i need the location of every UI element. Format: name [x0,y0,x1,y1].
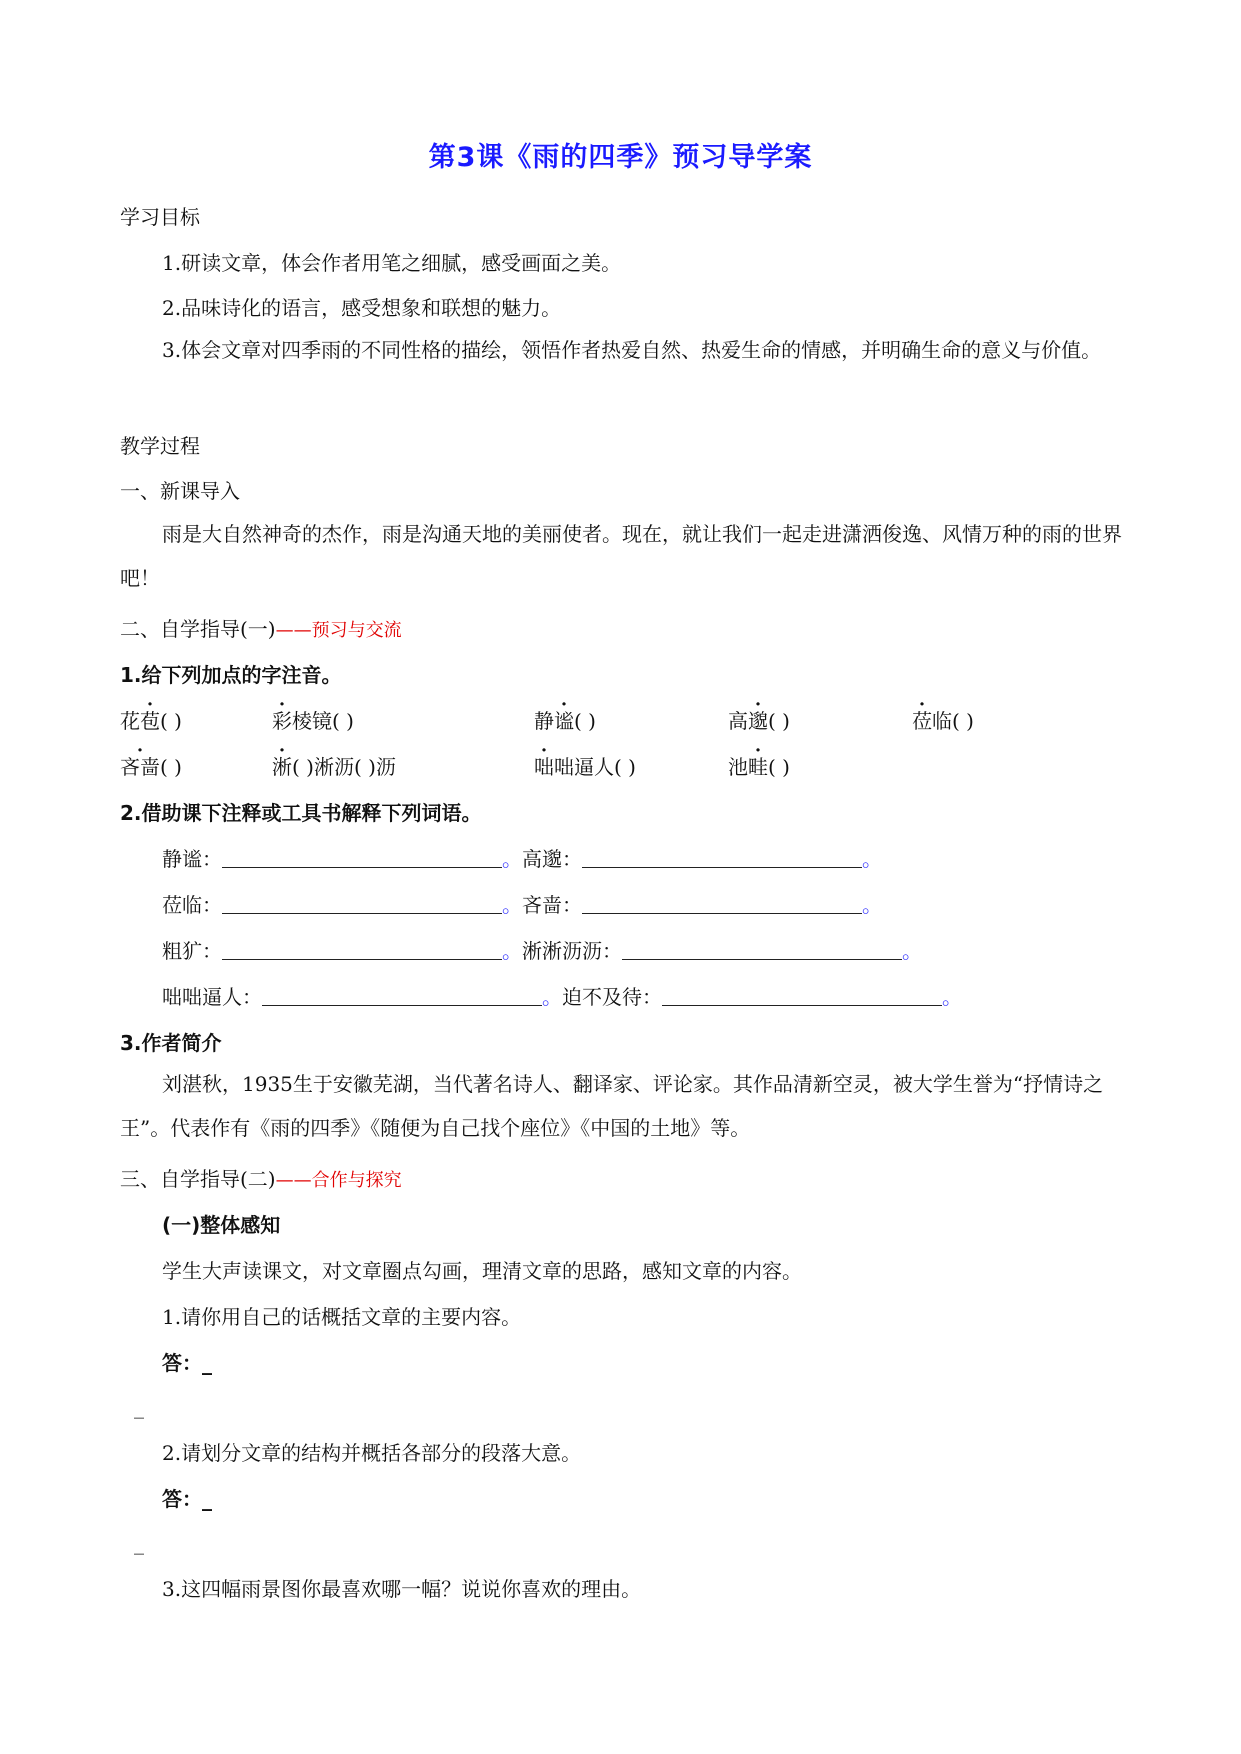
answer-line[interactable]: 答：_ [162,1351,212,1375]
question-3: 3.作者简介 [120,1031,222,1055]
task-3: 3.这四幅雨景图你最喜欢哪一幅？说说你喜欢的理由。 [162,1577,642,1601]
answer-blank[interactable] [222,895,502,914]
part3-subheading: ——合作与探究 [275,1170,402,1191]
task-1: 1.请你用自己的话概括文章的主要内容。 [162,1305,522,1329]
pinyin-item: 高邈( ) [728,709,790,733]
answer-underscore: _ [134,1531,144,1555]
overall-heading: (一)整体感知 [162,1213,281,1237]
answer-blank[interactable] [662,987,942,1006]
objective-2: 2.品味诗化的语言，感受想象和联想的魅力。 [162,296,562,320]
objective-1: 1.研读文章，体会作者用笔之细腻，感受画面之美。 [162,251,622,275]
vocab-row: 咄咄逼人： 。迫不及待： 。 [162,985,962,1009]
part2-subheading: ——预习与交流 [275,620,402,641]
question-2: 2.借助课下注释或工具书解释下列词语。 [120,801,482,825]
answer-blank[interactable] [262,987,542,1006]
part2-heading-text: 二、自学指导(一) [120,617,276,641]
objectives-heading: 学习目标 [120,205,200,229]
pinyin-item: 花苞( ) [120,709,182,733]
answer-blank[interactable] [622,941,902,960]
part2-heading [120,616,402,644]
pinyin-item: 咄咄逼人( ) [534,755,636,779]
objective-3: 3.体会文章对四季雨的不同性格的描绘，领悟作者热爱自然、热爱生命的情感，并明确生命的意义与价值。 [162,338,1102,362]
intro-text: 雨是大自然神奇的杰作，雨是沟通天地的美丽使者。现在，就让我们一起走进潇洒俊逸、风情万种的雨的世界吧！ [120,522,1122,590]
part3-heading-text: 三、自学指导(二) [120,1167,276,1191]
page-title: 第3课《雨的四季》预习导学案 [428,142,813,173]
pinyin-item: 莅临( ) [912,709,974,733]
task-2: 2.请划分文章的结构并概括各部分的段落大意。 [162,1441,582,1465]
pinyin-item: 池畦( ) [728,755,790,779]
part3-heading [120,1166,402,1194]
question-1: 1.给下列加点的字注音。 [120,663,342,687]
intro-heading: 一、新课导入 [120,479,240,503]
process-heading: 教学过程 [120,434,200,458]
pinyin-item: 淅( )淅沥( )沥 [272,755,396,779]
pinyin-item: 吝啬( ) [120,755,182,779]
vocab-row: 莅临： 。吝啬： 。 [162,893,882,917]
answer-blank[interactable] [222,849,502,868]
answer-blank[interactable] [582,849,862,868]
author-text: 刘湛秋，1935生于安徽芜湖，当代著名诗人、翻译家、评论家。其作品清新空灵，被大学生誉为“抒情诗之王”。代表作有《雨的四季》《随便为自己找个座位》《中国的土地》等。 [120,1072,1104,1140]
vocab-row: 静谧： 。高邈： 。 [162,847,882,871]
vocab-row: 粗犷： 。淅淅沥沥： 。 [162,939,922,963]
answer-blank[interactable] [582,895,862,914]
answer-underscore: _ [134,1395,144,1419]
overall-text: 学生大声读课文，对文章圈点勾画，理清文章的思路，感知文章的内容。 [162,1259,802,1283]
pinyin-item: 彩棱镜( ) [272,709,354,733]
answer-blank[interactable] [222,941,502,960]
answer-line[interactable]: 答：_ [162,1487,212,1511]
pinyin-item: 静谧( ) [534,709,596,733]
